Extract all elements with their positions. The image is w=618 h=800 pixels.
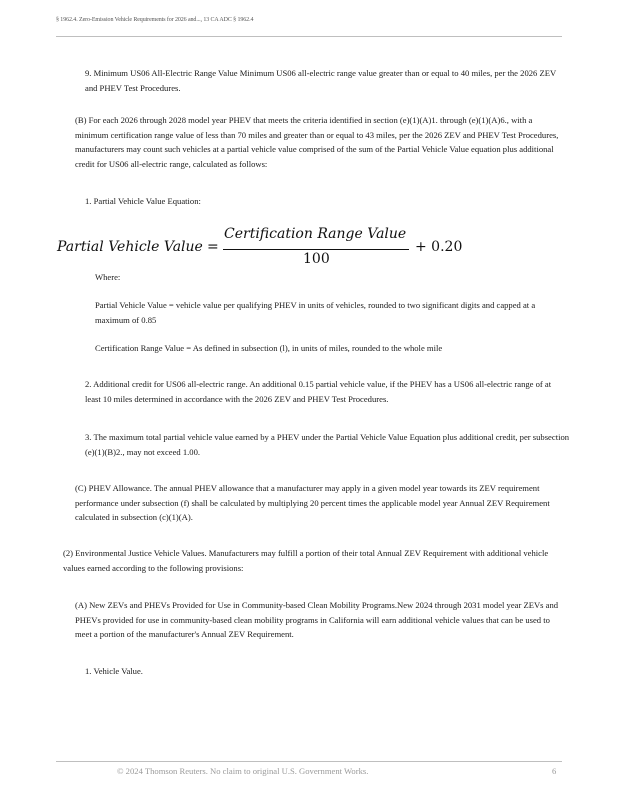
equation-equals: = [207, 239, 219, 255]
equation-lhs: Partial Vehicle Value [57, 239, 203, 255]
footer-divider [56, 761, 562, 762]
paragraph-phev-allowance: (C) PHEV Allowance. The annual PHEV allowance that a manufacturer may apply in a given model year towards its ZEV requirement performance under subsection (f) shall be calculated by multiplying 20 percent times the applicable model year Annual ZEV Requirement calculated in subsection (c)(1)(A). [75, 483, 550, 522]
paragraph-clean-mobility-programs: (A) New ZEVs and PHEVs Provided for Use in Community-based Clean Mobility Programs.New 2024 through 2031 model year ZEVs and PHEVs provided for use in community-based clean mobility programs in California will earn additional vehicle values that can be used to meet a portion of the manufacturer's Annual ZEV Requirement. [75, 600, 559, 639]
page-number: 6 [552, 766, 557, 776]
copyright-notice: © 2024 Thomson Reuters. No claim to original U.S. Government Works. [117, 766, 369, 776]
running-head: § 1962.4. Zero-Emission Vehicle Requirements for 2026 and..., 13 CA ADC § 1962.4 [56, 17, 254, 23]
fraction-bar [223, 249, 409, 250]
paragraph-vehicle-value: 1. Vehicle Value. [85, 666, 143, 676]
paragraph-environmental-justice: (2) Environmental Justice Vehicle Values. Manufacturers may fulfill a portion of their total Annual ZEV Requirement with additional vehicle values earned according to the following provisions: [63, 548, 549, 573]
equation-denominator: 100 [303, 251, 330, 267]
definition-partial-vehicle-value: Partial Vehicle Value = vehicle value per qualifying PHEV in units of vehicles, rounded to two significant digits and capped at a maximum of 0.85 [95, 300, 536, 325]
paragraph-us06-minimum-range: 9. Minimum US06 All-Electric Range Value Minimum US06 all-electric range value greater than or equal to 40 miles, per the 2026 ZEV and PHEV Test Procedures. [85, 68, 557, 93]
paragraph-maximum-total-value: 3. The maximum total partial vehicle value earned by a PHEV under the Partial Vehicle Value Equation plus additional credit, per subsection (e)(1)(B)2., may not exceed 1.00. [85, 432, 570, 457]
paragraph-equation-heading: 1. Partial Vehicle Value Equation: [85, 196, 201, 206]
equation-numerator: Certification Range Value [224, 226, 407, 242]
paragraph-phev-partial-value: (B) For each 2026 through 2028 model year PHEV that meets the criteria identified in section (e)(1)(A)1. through (e)(1)(A)6., with a minimum certification range value of less than 70 miles and greater than or equal to 43 miles, per the 2026 ZEV and PHEV Test Procedures, manufacturers may count such vehicles at a partial vehicle value comprised of the sum of the Partial Vehicle Value equation plus additional credit for US06 all-electric range, calculated as follows: [75, 115, 559, 169]
where-label: Where: [95, 272, 121, 282]
paragraph-us06-additional-credit: 2. Additional credit for US06 all-electric range. An additional 0.15 partial vehicle value, if the PHEV has a US06 all-electric range of at least 10 miles determined in accordance with the 2026 ZEV and PHEV Test Procedures. [85, 379, 552, 404]
definition-certification-range-value: Certification Range Value = As defined in subsection (l), in units of miles, rounded to the whole mile [95, 343, 443, 353]
equation-constant: + 0.20 [415, 239, 463, 255]
header-divider [56, 36, 562, 37]
